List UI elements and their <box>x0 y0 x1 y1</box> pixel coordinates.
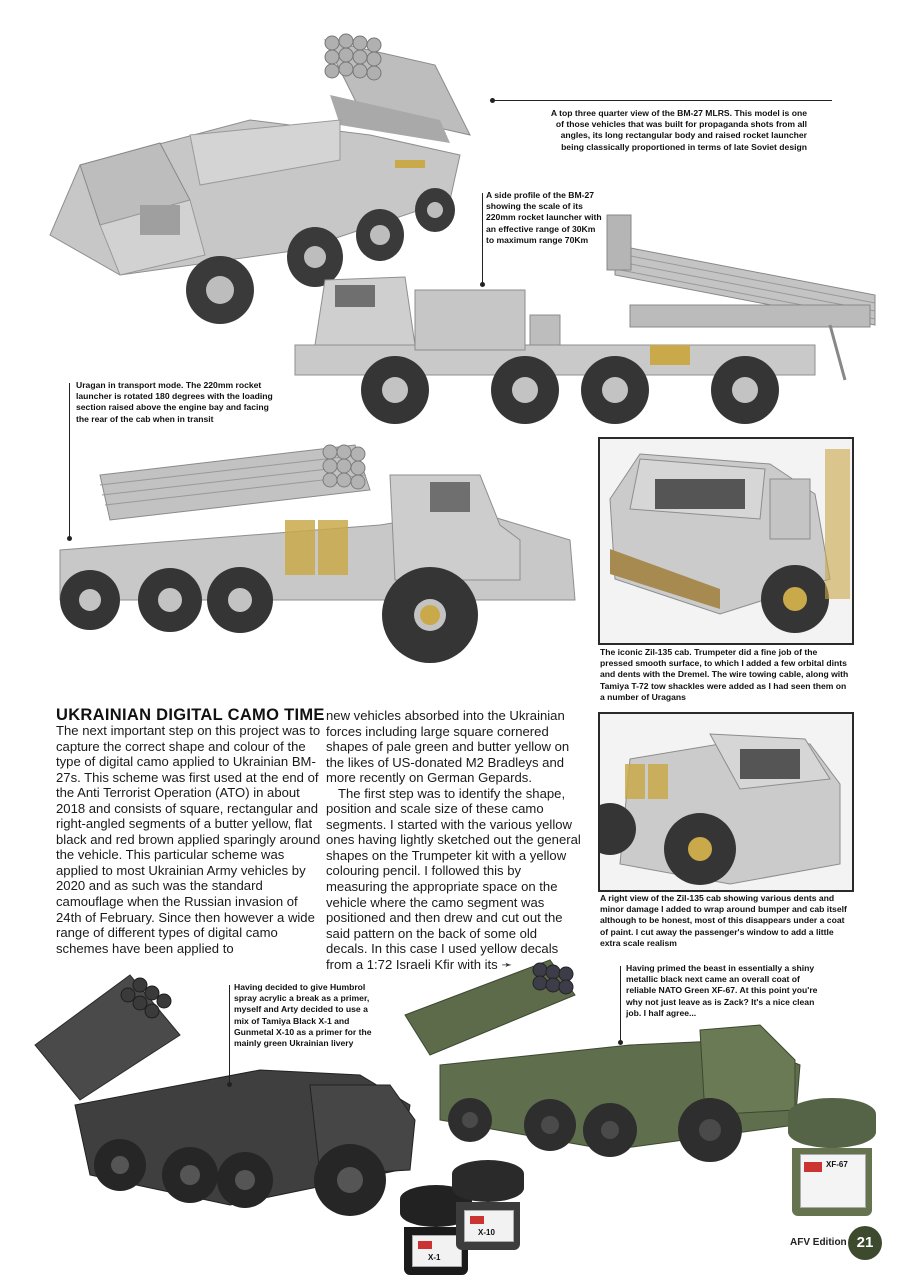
caption-green-coat: Having primed the beast in essentially a shiny metallic black next came an overall coat of reliable NATO Green XF-67. At this point you're why not just leave as is Zack? It's a nice clean job. I half agree... <box>626 963 818 1018</box>
photo-cab-detail <box>598 437 854 645</box>
article-col1-paragraph: The next important step on this project was to capture the correct shape and colour of the type of digital camo applied to Ukrainian BM-27s. This scheme was first used at the end of the Anti Terrorist Operation (ATO) in about 2018 and consists of square, rectangular and right-angled segments of a butter yellow, flat black and red brown applied sparingly around the vehicle. This particular scheme was applied to most Ukrainian Army vehicles by 2020 and as such was the standard camouflage when the Russian invasion of 24th of February. Since then however a wide range of different types of digital camo schemes have been applied to <box>56 723 321 956</box>
paint-jar-xf67 <box>788 1098 876 1218</box>
rocket-pod-black <box>35 975 180 1100</box>
paint-jar-x1-label: X-1 <box>428 1253 441 1262</box>
caption-primer: Having decided to give Humbrol spray acrylic a break as a primer, myself and Arty decided to use a mix of Tamiya Black X-1 and Gunmetal X-10 as a primer for the mainly green Ukrainian livery <box>234 982 372 1049</box>
caption-top-view: A top three quarter view of the BM-27 MLRS. This model is one of those vehicles that was built for propaganda shots from all angles, its long rectangular body and raised rocket launcher being classically proportioned in terms of late Soviet design <box>550 108 807 152</box>
continue-arrow-icon: ➛ <box>501 956 513 972</box>
photo-transport-mode <box>50 430 595 670</box>
article-column-2 <box>326 708 582 972</box>
article-column-1 <box>56 723 324 956</box>
caption-right-view: A right view of the Zil-135 cab showing various dents and minor damage I added to wrap around bumper and cab itself although to be honest, most of this disappears under a coat of paint. I cut away the passenger's window to add a little extra scale realism <box>600 893 847 948</box>
article-col2-paragraph-1: new vehicles absorbed into the Ukrainian forces including large square cornered shapes of pale green and butter yellow on the likes of US-donated M2 Bradleys and more recently on German Gepards. <box>326 708 570 786</box>
rocket-pod <box>325 34 470 143</box>
paint-jar-x10 <box>452 1160 524 1250</box>
caption-cab-detail: The iconic Zil-135 cab. Trumpeter did a fine job of the pressed smooth surface, to which I added a few orbital dints and dents with the Dremel. The wire towing cable, along with Tamiya T-72 tow shackles were added as I had seen them on a number of Uragans <box>600 647 849 702</box>
page-number: 21 <box>848 1226 882 1260</box>
rocket-pod-green <box>405 960 575 1055</box>
article-col2-paragraph-2: The first step was to identify the shape, position and scale size of these camo segments. I started with the various yellow ones having lightly sketched out the general shapes on the Trumpeter kit with a yellow colouring pencil. I followed this by measuring the appropriate space on the vehicle where the camo segment was positioned and then drew and cut out the said pattern on the back of some old decals. In this case I used yellow decals from a 1:72 Israeli Kfir with its ➛ <box>326 785 581 972</box>
rocket-pod-transport <box>100 445 370 520</box>
photo-right-view <box>598 712 854 892</box>
caption-transport-mode: Uragan in transport mode. The 220mm rocket launcher is rotated 180 degrees with the loading section raised above the engine bay and facing the rear of the cab when in transit <box>76 380 273 424</box>
article-heading: UKRAINIAN DIGITAL CAMO TIME <box>56 706 325 724</box>
caption-side-profile: A side profile of the BM-27 showing the scale of its 220mm rocket launcher with an effective range of 30Km to maximum range 70Km <box>486 190 602 245</box>
paint-jar-x10-label: X-10 <box>478 1228 495 1237</box>
paint-jar-xf67-label: XF-67 <box>826 1160 848 1169</box>
footer-edition: AFV Edition <box>790 1237 847 1248</box>
